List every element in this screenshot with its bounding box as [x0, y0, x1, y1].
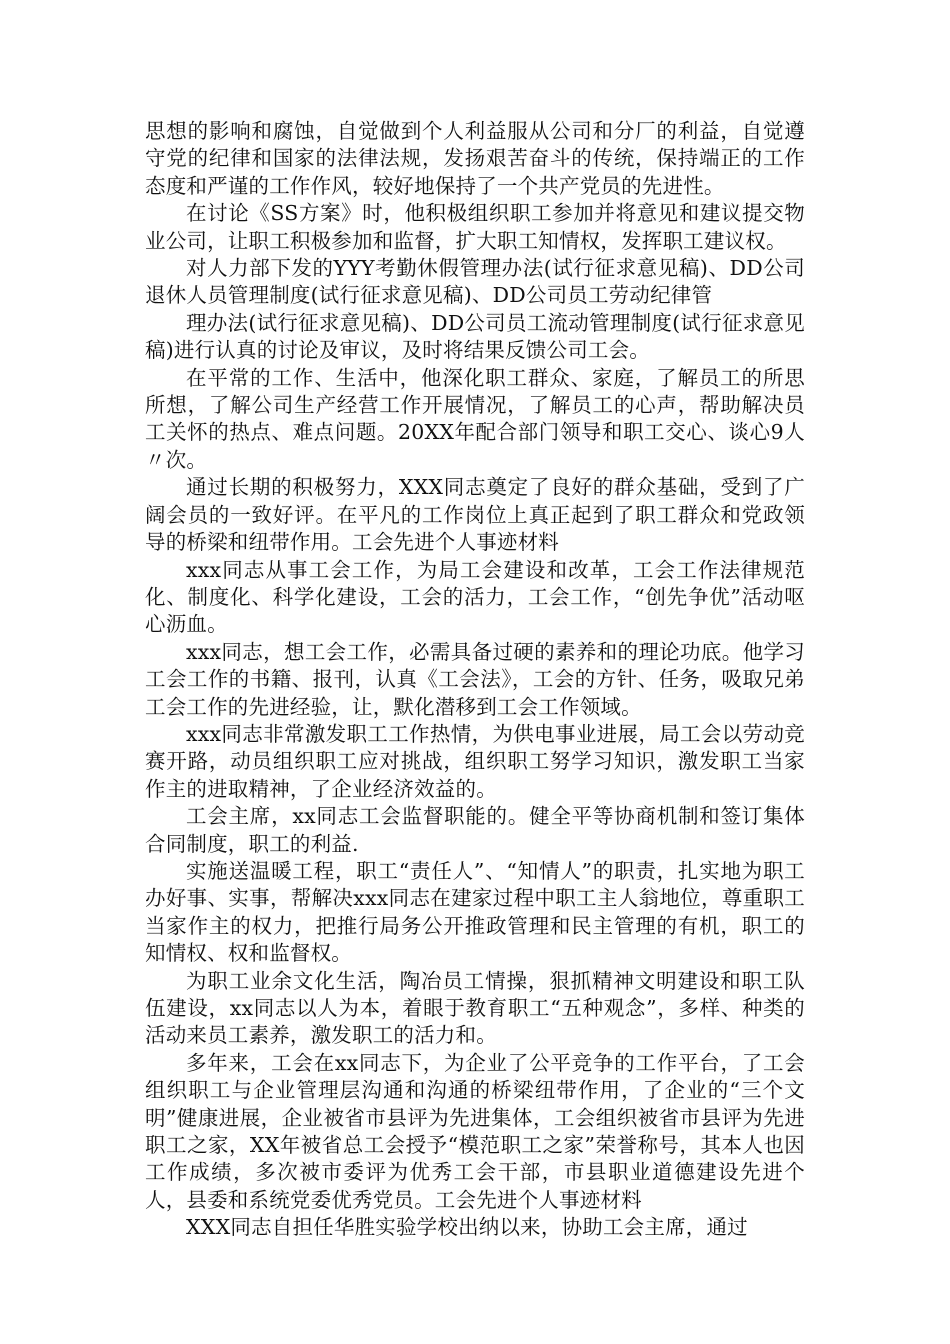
- paragraph-6: 通过长期的积极努力，XXX同志奠定了良好的群众基础，受到了广阔会员的一致好评。在平凡的工作岗位上真正起到了职工群众和党政领导的桥梁和纽带作用。工会先进个人事迹材料: [145, 475, 805, 555]
- paragraph-9: xxx同志非常激发职工工作热情，为供电事业进展，局工会以劳动竞赛开路，动员组织职工应对挑战，组织职工努学习知识，激发职工当家作主的进取精神，了企业经济效益的。: [145, 721, 805, 801]
- paragraph-7: xxx同志从事工会工作，为局工会建设和改革，工会工作法律规范化、制度化、科学化建设，工会的活力，工会工作，“创先争优”活动呕心沥血。: [145, 557, 805, 637]
- paragraph-8: xxx同志，想工会工作，必需具备过硬的素养和的理论功底。他学习工会工作的书籍、报刊，认真《工会法》，工会的方针、任务，吸取兄弟工会工作的先进经验，让，默化潜移到工会工作领域。: [145, 639, 805, 719]
- paragraph-13: 多年来，工会在xx同志下，为企业了公平竞争的工作平台，了工会组织职工与企业管理层沟通和沟通的桥梁纽带作用，了企业的“三个文明”健康进展，企业被省市县评为先进集体，工会组织被省市县评为先进职工之家，XX年被省总工会授予“模范职工之家”荣誉称号，其本人也因工作成绩，多次被市委评为优秀工会干部，市县职业道德建设先进个人，县委和系统党委优秀党员。工会先进个人事迹材料: [145, 1050, 805, 1212]
- paragraph-3: 对人力部下发的YYY考勤休假管理办法(试行征求意见稿)、DD公司退休人员管理制度(试行征求意见稿)、DD公司员工劳动纪律管: [145, 256, 805, 308]
- paragraph-11: 实施送温暖工程，职工“责任人”、“知情人”的职责，扎实地为职工办好事、实事，帮解决xxx同志在建家过程中职工主人翁地位，尊重职工当家作主的权力，把推行局务公开推政管理和民主管理的有机，职工的知情权、权和监督权。: [145, 858, 805, 966]
- document-body: [145, 118, 805, 1242]
- paragraph-5: 在平常的工作、生活中，他深化职工群众、家庭，了解员工的所思所想，了解公司生产经营工作开展情况，了解员工的心声，帮助解决员工关怀的热点、难点问题。20XX年配合部门领导和职工交心、谈心9人〃次。: [145, 365, 805, 472]
- paragraph-4: 理办法(试行征求意见稿)、DD公司员工流动管理制度(试行征求意见稿)进行认真的讨论及审议，及时将结果反馈公司工会。: [145, 310, 805, 363]
- paragraph-10: 工会主席，xx同志工会监督职能的。健全平等协商机制和签订集体合同制度，职工的利益.: [145, 804, 805, 856]
- paragraph-12: 为职工业余文化生活，陶冶员工情操，狠抓精神文明建设和职工队伍建设，xx同志以人为本，着眼于教育职工“五种观念”，多样、种类的活动来员工素养，激发职工的活力和。: [145, 968, 805, 1048]
- paragraph-14: XXX同志自担任华胜实验学校出纳以来，协助工会主席，通过: [186, 1215, 748, 1240]
- paragraph-2: 在讨论《SS方案》时，他积极组织职工参加并将意见和建议提交物业公司，让职工积极参加和监督，扩大职工知情权，发挥职工建议权。: [145, 201, 805, 253]
- paragraph-1: 思想的影响和腐蚀，自觉做到个人利益服从公司和分厂的利益，自觉遵守党的纪律和国家的法律法规，发扬艰苦奋斗的传统，保持端正的工作态度和严谨的工作作风，较好地保持了一个共产党员的先进性。: [145, 119, 805, 198]
